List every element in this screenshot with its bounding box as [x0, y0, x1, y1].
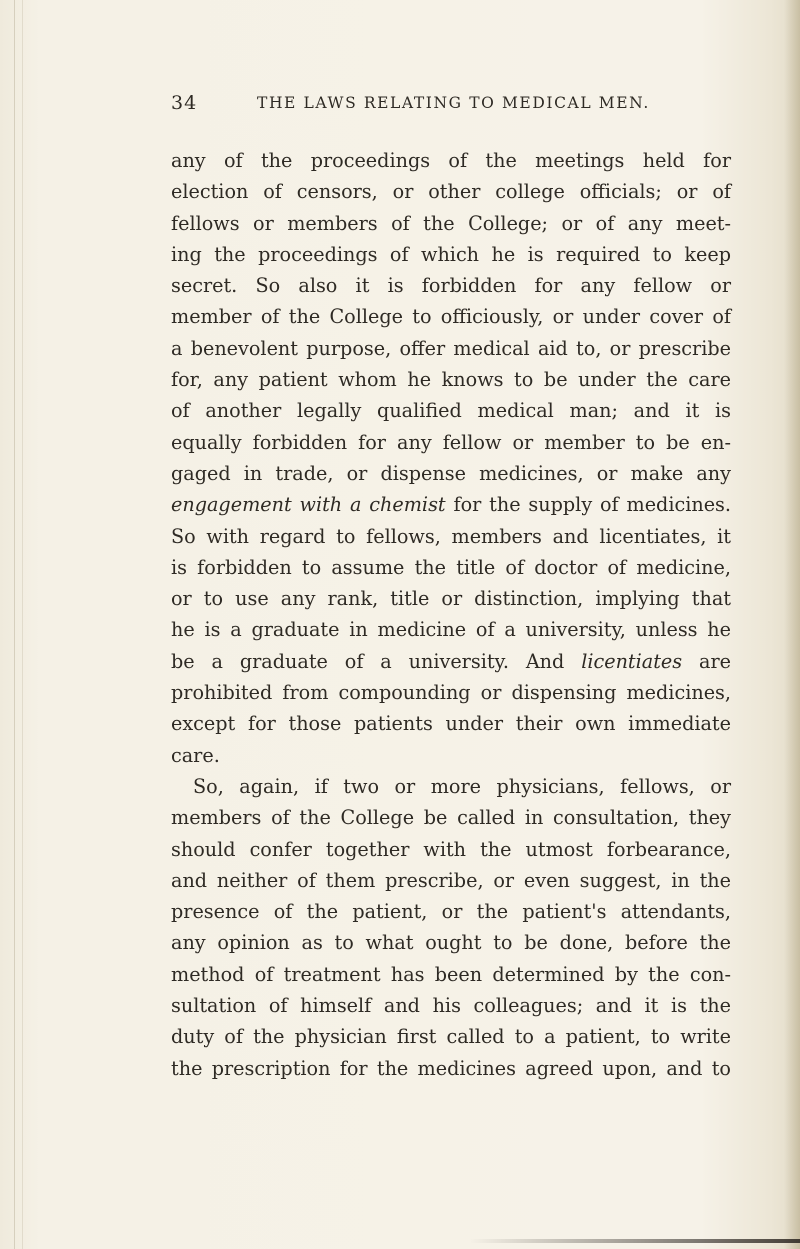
text-line: equally forbidden for any fellow or member to be en-	[171, 430, 731, 454]
gutter-line	[14, 0, 15, 1249]
running-head: THE LAWS RELATING TO MEDICAL MEN.	[257, 94, 650, 112]
text-line: and neither of them prescribe, or even suggest, in the	[171, 868, 731, 892]
italic-phrase: engagement with a chemist	[171, 493, 446, 517]
text-line: fellows or members of the College; or of any meet-	[171, 211, 731, 235]
text-line: members of the College be called in consultation, they	[171, 806, 731, 830]
text-line: for, any patient whom he knows to be under the care	[171, 368, 731, 392]
text-line: So with regard to fellows, members and licentiates, it	[171, 524, 731, 548]
body-text	[171, 145, 731, 1084]
text-line: election of censors, or other college officials; or of	[171, 180, 731, 204]
text-line: method of treatment has been determined by the con-	[171, 962, 731, 986]
line-segment: be a graduate of a university. And	[171, 649, 582, 673]
text-line-italic-segment	[171, 646, 731, 677]
text-line: So, again, if two or more physicians, fellows, or	[193, 774, 731, 798]
line-segment: for the supply of medicines.	[445, 493, 732, 517]
page-edge-shadow	[784, 0, 800, 1249]
text-line: care.	[171, 743, 220, 767]
text-line: prohibited from compounding or dispensing medicines,	[171, 681, 731, 705]
text-line: a benevolent purpose, offer medical aid to, or prescribe	[171, 336, 731, 360]
text-line: he is a graduate in medicine of a university, unless he	[171, 618, 731, 642]
text-line: of another legally qualified medical man; and it is	[171, 399, 731, 423]
text-line: presence of the patient, or the patient's attendants,	[171, 900, 731, 924]
text-line: any opinion as to what ought to be done, before the	[171, 931, 731, 955]
page-number: 34	[171, 92, 198, 114]
text-line: gaged in trade, or dispense medicines, or make any	[171, 461, 731, 485]
line-segment: are	[682, 649, 731, 673]
text-line: sultation of himself and his colleagues; and it is the	[171, 994, 731, 1018]
text-line: or to use any rank, title or distinction, implying that	[171, 587, 731, 611]
text-line: except for those patients under their own immediate	[171, 712, 731, 736]
text-line: member of the College to officiously, or under cover of	[171, 305, 731, 329]
text-line: ing the proceedings of which he is required to keep	[171, 242, 731, 266]
text-line: the prescription for the medicines agreed upon, and to	[171, 1056, 731, 1080]
page-header	[171, 92, 731, 118]
gutter-line	[22, 0, 23, 1249]
italic-phrase: licentiates	[581, 649, 683, 673]
bottom-edge-mark	[470, 1239, 800, 1243]
text-line: duty of the physician first called to a patient, to write	[171, 1025, 731, 1049]
text-line: is forbidden to assume the title of doctor of medicine,	[171, 555, 731, 579]
text-line: should confer together with the utmost forbearance,	[171, 837, 731, 861]
text-line: secret. So also it is forbidden for any fellow or	[171, 274, 731, 298]
text-line: any of the proceedings of the meetings held for	[171, 149, 731, 172]
text-line-italic-segment	[171, 489, 731, 520]
